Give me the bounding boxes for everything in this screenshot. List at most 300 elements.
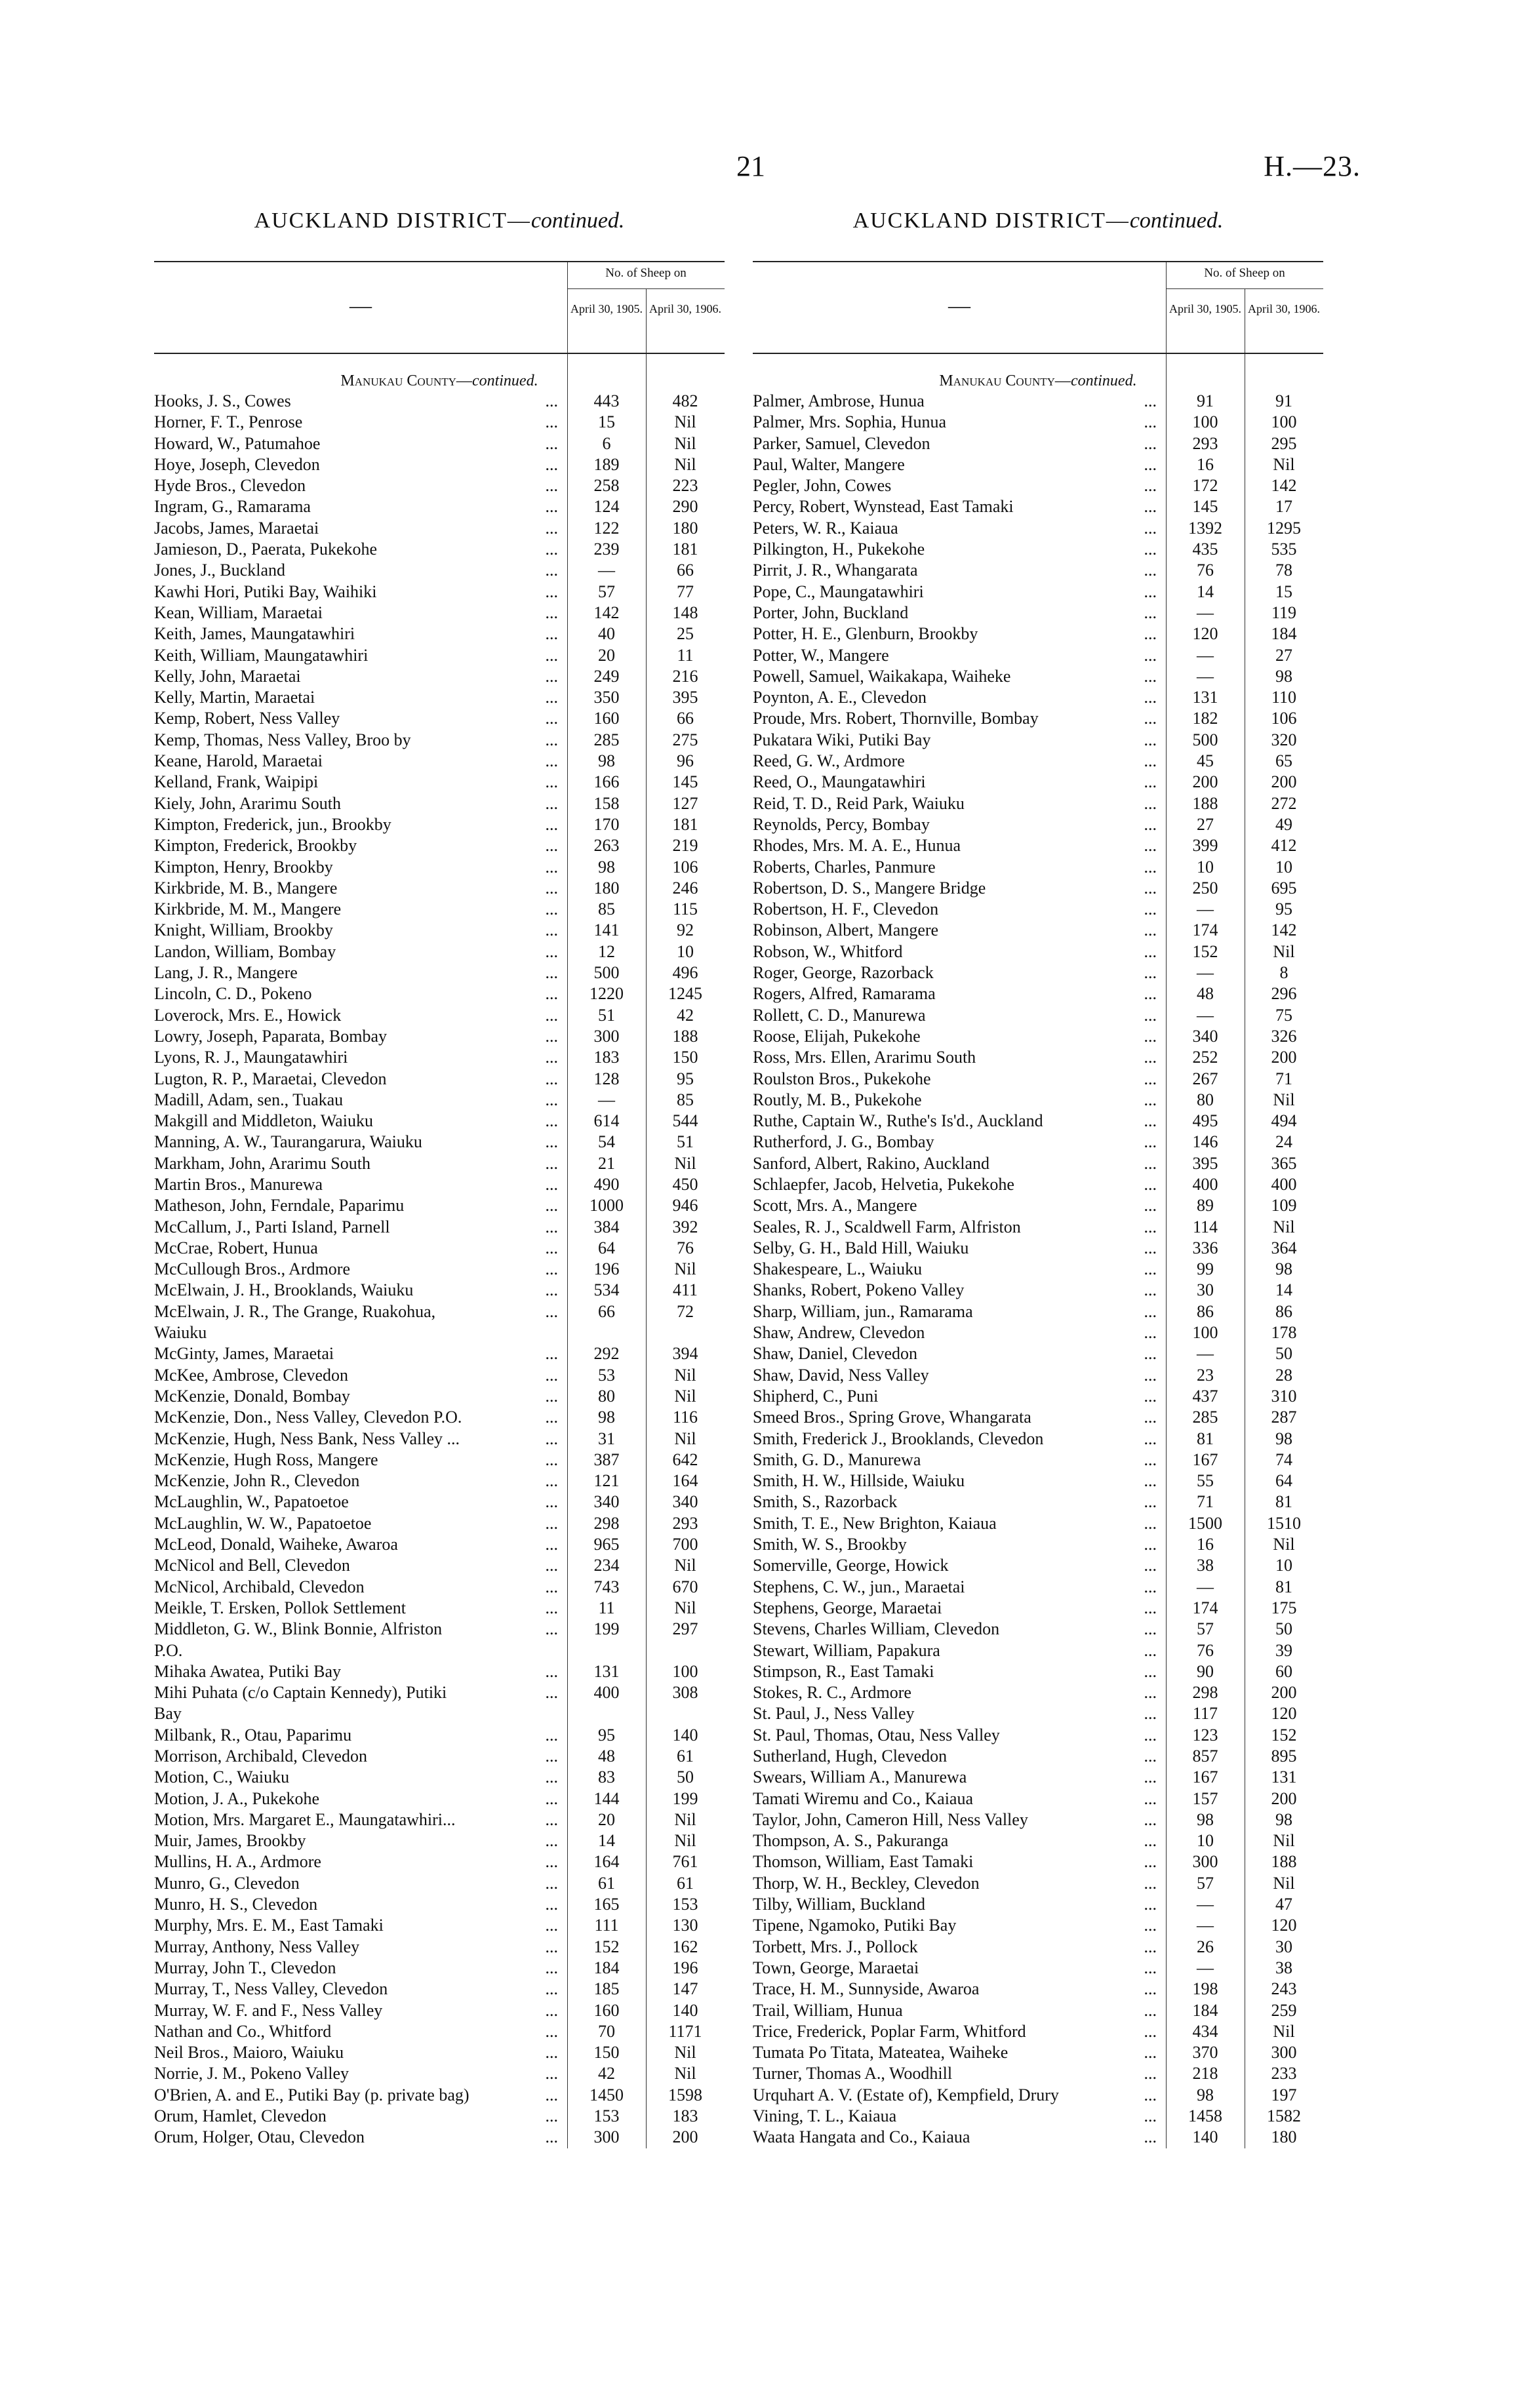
sheep-1906: 50 <box>1275 1619 1292 1639</box>
table-row <box>753 2063 1323 2084</box>
sheep-1906: 544 <box>672 1111 698 1131</box>
sheep-1905: 443 <box>593 391 620 410</box>
sheep-1906: 77 <box>677 582 694 601</box>
sheep-1905: 54 <box>598 1132 615 1152</box>
sheep-1906: 11 <box>677 645 694 665</box>
sheep-1905: 57 <box>1197 1873 1214 1893</box>
sheep-1906: 110 <box>1271 688 1297 707</box>
sheep-1905: 249 <box>593 666 620 686</box>
owner-name: McLeod, Donald, Waiheke, Awaroa ... <box>154 1535 558 1554</box>
sheep-1905: — <box>1197 602 1214 622</box>
sheep-1906: 98 <box>1275 1259 1292 1279</box>
table-row <box>753 687 1323 708</box>
table-row <box>154 1090 725 1111</box>
table-row <box>753 454 1323 475</box>
sheep-1905: 14 <box>598 1831 615 1851</box>
sheep-1906: 199 <box>672 1788 698 1808</box>
sheep-1905: 182 <box>1192 709 1218 728</box>
sheep-1905: 95 <box>598 1725 615 1745</box>
sheep-1905 <box>567 1703 646 1724</box>
table-row <box>154 1513 725 1534</box>
table-row <box>154 2042 725 2063</box>
table-row <box>753 623 1323 644</box>
sheep-1905: 38 <box>1197 1556 1214 1575</box>
sheep-1905: 500 <box>1192 730 1218 749</box>
owner-name: Murray, W. F. and F., Ness Valley ... <box>154 2000 558 2020</box>
table-row <box>753 1195 1323 1216</box>
sheep-1905: 85 <box>598 899 615 919</box>
table-row <box>154 1153 725 1174</box>
sheep-1905: 100 <box>1192 1323 1218 1343</box>
sheep-1905: 76 <box>1197 1640 1214 1660</box>
sheep-1906: 272 <box>1271 793 1297 813</box>
table-row <box>753 518 1323 539</box>
owner-name: Selby, G. H., Bald Hill, Waiuku ... <box>753 1238 1157 1257</box>
sheep-1906: 411 <box>672 1280 698 1300</box>
sheep-1906: 150 <box>672 1048 698 1067</box>
sheep-1906: Nil <box>1273 1873 1295 1893</box>
owner-name: Mihi Puhata (c/o Captain Kennedy), Putiki ... <box>154 1683 558 1703</box>
table-row <box>753 1958 1323 1979</box>
sheep-1906: 200 <box>1271 1048 1297 1067</box>
table-row <box>154 899 725 920</box>
sheep-1905: 15 <box>598 412 615 432</box>
sheep-1906: 895 <box>1271 1747 1297 1766</box>
sheep-1906: 290 <box>672 497 698 517</box>
table-row <box>753 2021 1323 2042</box>
sheep-1905: 184 <box>593 1958 620 1977</box>
sheep-1905: 6 <box>602 433 611 453</box>
table-row <box>154 1470 725 1491</box>
sheep-1905: 1500 <box>1188 1513 1222 1533</box>
table-row <box>154 1365 725 1386</box>
date-1906-header: April 30, 1906. <box>1248 302 1320 315</box>
table-row <box>753 1153 1323 1174</box>
owner-name: Knight, William, Brookby ... <box>154 920 558 940</box>
sheep-1906: Nil <box>674 1365 696 1385</box>
owner-name: Milbank, R., Otau, Paparimu ... <box>154 1725 558 1745</box>
right-column <box>753 208 1323 2148</box>
table-row <box>753 1217 1323 1238</box>
owner-name: Shakespeare, L., Waiuku ... <box>753 1259 1157 1279</box>
sheep-1905: 300 <box>593 2127 620 2147</box>
sheep-1906: 27 <box>1275 645 1292 665</box>
sheep-1905: — <box>1197 1916 1214 1935</box>
sheep-1906: 180 <box>1271 2127 1297 2147</box>
sheep-1905: 160 <box>593 2000 620 2020</box>
sheep-1905: 51 <box>598 1005 615 1025</box>
table-row <box>753 666 1323 687</box>
sheep-1905: 123 <box>1192 1725 1218 1745</box>
table-row <box>753 878 1323 899</box>
sheep-1905: 98 <box>598 1408 615 1427</box>
sheep-1905: — <box>1197 1005 1214 1025</box>
owner-name: Reed, O., Maungatawhiri ... <box>753 772 1157 792</box>
table-row <box>154 1830 725 1851</box>
sheep-1906: 196 <box>672 1958 698 1977</box>
owner-name: Thompson, A. S., Pakuranga ... <box>753 1831 1157 1851</box>
sheep-1906: Nil <box>674 1556 696 1575</box>
table-row <box>154 602 725 623</box>
sheep-1906: 91 <box>1275 391 1292 410</box>
sheep-1905: 145 <box>1192 497 1218 517</box>
table-row <box>753 1534 1323 1555</box>
owner-name: Roulston Bros., Pukekohe ... <box>753 1069 1157 1088</box>
owner-name: Keane, Harold, Maraetai ... <box>154 751 558 771</box>
sheep-1906 <box>646 1703 725 1724</box>
sheep-1906: 180 <box>672 518 698 538</box>
table-row <box>753 1513 1323 1534</box>
sheep-1906: 400 <box>1271 1174 1297 1194</box>
table-row <box>753 772 1323 793</box>
owner-name: Norrie, J. M., Pokeno Valley ... <box>154 2064 558 2083</box>
sheep-1906: 10 <box>1275 1556 1292 1575</box>
table-row <box>154 539 725 560</box>
sheep-1906: 162 <box>672 1937 698 1956</box>
owner-name: Stewart, William, Papakura ... <box>753 1640 1157 1660</box>
table-row <box>154 1026 725 1047</box>
sheep-1905: 150 <box>593 2043 620 2063</box>
sheep-1906: 1295 <box>1267 518 1301 538</box>
sheep-1905: 53 <box>598 1365 615 1385</box>
owner-name: Orum, Holger, Otau, Clevedon ... <box>154 2127 558 2147</box>
sheep-1906: 275 <box>672 730 698 749</box>
sheep-1905: 142 <box>593 602 620 622</box>
sheep-1906: 164 <box>672 1471 698 1491</box>
sheep-1905: 158 <box>593 793 620 813</box>
sheep-1905: 121 <box>593 1471 620 1491</box>
sheep-1905: 170 <box>593 814 620 834</box>
owner-name: Pope, C., Maungatawhiri ... <box>753 582 1157 601</box>
table-row <box>753 1746 1323 1767</box>
sheep-1906: 30 <box>1275 1937 1292 1956</box>
sheep-1906: 642 <box>672 1450 698 1469</box>
sheep-1906: 50 <box>677 1767 694 1787</box>
table-row <box>154 751 725 772</box>
sheep-1905: 30 <box>1197 1280 1214 1300</box>
sheep-1905: 395 <box>1192 1153 1218 1173</box>
sheep-1905: 1000 <box>589 1196 624 1215</box>
table-row <box>154 1979 725 2000</box>
sheep-1906: Nil <box>1273 1535 1295 1554</box>
owner-name: Manning, A. W., Taurangarura, Waiuku ... <box>154 1132 558 1152</box>
table-row <box>753 1619 1323 1640</box>
sheep-1905: — <box>1197 666 1214 686</box>
sheep-1906: 130 <box>672 1916 698 1935</box>
owner-name: McKenzie, Donald, Bombay ... <box>154 1386 558 1406</box>
sheep-1905: 293 <box>1192 433 1218 453</box>
owner-name: Sharp, William, jun., Ramarama ... <box>753 1301 1157 1321</box>
table-row <box>154 496 725 517</box>
sheep-1906: 200 <box>1271 772 1297 792</box>
table-row <box>753 433 1323 454</box>
sheep-1906: 78 <box>1275 561 1292 580</box>
sheep-1906: 364 <box>1271 1238 1297 1257</box>
sheep-1905: 183 <box>593 1048 620 1067</box>
table-row <box>154 1937 725 1958</box>
sheep-1905: 27 <box>1197 814 1214 834</box>
sheep-1906: Nil <box>674 1429 696 1448</box>
sheep-1905: 336 <box>1192 1238 1218 1257</box>
sheep-1906: 106 <box>672 857 698 877</box>
owner-name: Hoye, Joseph, Clevedon ... <box>154 454 558 474</box>
owner-name: Mullins, H. A., Ardmore ... <box>154 1852 558 1872</box>
owner-name: Stokes, R. C., Ardmore ... <box>753 1683 1157 1703</box>
table-row <box>154 1788 725 1809</box>
table-row <box>753 1069 1323 1090</box>
report-reference: H.—23. <box>1264 150 1361 182</box>
sheep-1905: 111 <box>594 1916 619 1935</box>
owner-name: Taylor, John, Cameron Hill, Ness Valley ... <box>753 1809 1157 1829</box>
owner-name: McCallum, J., Parti Island, Parnell ... <box>154 1217 558 1236</box>
sheep-1905: 16 <box>1197 454 1214 474</box>
table-row <box>154 1450 725 1470</box>
owner-name: Kirkbride, M. M., Mangere ... <box>154 899 558 919</box>
sheep-1906: 86 <box>1275 1301 1292 1321</box>
table-row <box>154 1725 725 1746</box>
sheep-1906: 76 <box>677 1238 694 1257</box>
date-1905-header: April 30, 1905. <box>1169 302 1241 315</box>
sheep-1906: 535 <box>1271 540 1297 559</box>
owner-name: Murphy, Mrs. E. M., East Tamaki ... <box>154 1916 558 1935</box>
sheep-1905: 350 <box>593 688 620 707</box>
sheep-1905: 500 <box>593 963 620 983</box>
sheep-1905: 490 <box>593 1174 620 1194</box>
sheep-1906: 95 <box>1275 899 1292 919</box>
owner-name: Vining, T. L., Kaiaua ... <box>753 2106 1157 2126</box>
sheep-1906: 47 <box>1275 1895 1292 1914</box>
table-row <box>753 708 1323 729</box>
owner-name: Ingram, G., Ramarama ... <box>154 497 558 517</box>
table-row <box>154 1598 725 1619</box>
owner-name: Smith, W. S., Brookby ... <box>753 1535 1157 1554</box>
sheep-1905: 48 <box>1197 984 1214 1004</box>
sheep-1905: 98 <box>598 857 615 877</box>
owner-name: Shipherd, C., Puni ... <box>753 1386 1157 1406</box>
sheep-1905: 174 <box>1192 1598 1218 1617</box>
sheep-1906: 152 <box>1271 1725 1297 1745</box>
district-title-main: AUCKLAND DISTRICT— <box>254 208 531 233</box>
sheep-1906: 8 <box>1279 963 1288 983</box>
owner-name: Munro, G., Clevedon ... <box>154 1873 558 1893</box>
sheep-1905: 166 <box>593 772 620 792</box>
sheep-1906: 14 <box>1275 1280 1292 1300</box>
sheep-1905: 89 <box>1197 1196 1214 1215</box>
table-row <box>154 2127 725 2148</box>
table-row <box>753 1767 1323 1788</box>
sheep-1905: 399 <box>1192 836 1218 856</box>
sheep-1905: 100 <box>1192 412 1218 432</box>
table-row <box>154 1555 725 1576</box>
sheep-1906 <box>646 1640 725 1661</box>
sheep-1906: 394 <box>672 1344 698 1364</box>
sheep-1905: 66 <box>598 1301 615 1321</box>
sheep-1905: 42 <box>598 2064 615 2083</box>
owner-name: Markham, John, Ararimu South ... <box>154 1153 558 1173</box>
table-row <box>154 1322 725 1343</box>
owner-name: Neil Bros., Maioro, Waiuku ... <box>154 2043 558 2063</box>
owner-name: Middleton, G. W., Blink Bonnie, Alfriston ... <box>154 1619 558 1639</box>
district-title <box>154 208 725 241</box>
sheep-1906: 98 <box>1275 1809 1292 1829</box>
sheep-1905: — <box>1197 645 1214 665</box>
sheep-1906: Nil <box>674 433 696 453</box>
sheep-1905: 157 <box>1192 1788 1218 1808</box>
table-row <box>154 2085 725 2106</box>
table-row <box>753 1386 1323 1407</box>
sheep-1906: 38 <box>1275 1958 1292 1977</box>
sheep-1906: Nil <box>674 1598 696 1617</box>
table-row <box>753 962 1323 983</box>
sheep-1905: — <box>1197 1958 1214 1977</box>
sheep-1905: 152 <box>1192 941 1218 961</box>
table-row <box>154 582 725 602</box>
table-row <box>154 412 725 433</box>
sheep-1906: 326 <box>1271 1026 1297 1046</box>
table-row <box>753 1788 1323 1809</box>
table-row <box>753 2106 1323 2127</box>
owner-name: Smith, S., Razorback ... <box>753 1492 1157 1512</box>
table-row <box>154 1280 725 1301</box>
sheep-1906: 178 <box>1271 1323 1297 1343</box>
owner-name: Murray, T., Ness Valley, Clevedon ... <box>154 1979 558 1999</box>
sheep-1905: 857 <box>1192 1747 1218 1766</box>
sheep-1906: 49 <box>1275 814 1292 834</box>
table-row <box>753 1809 1323 1830</box>
sheep-1906: 120 <box>1271 1704 1297 1724</box>
row-list <box>753 391 1323 2148</box>
sheep-1906: 85 <box>677 1090 694 1109</box>
table-row <box>753 2085 1323 2106</box>
sheep-1905: 965 <box>593 1535 620 1554</box>
sheep-1905: 400 <box>593 1683 620 1703</box>
sheep-1906: 119 <box>1271 602 1297 622</box>
sheep-1905: 55 <box>1197 1471 1214 1491</box>
table-row <box>154 941 725 962</box>
sheep-1906: 64 <box>1275 1471 1292 1491</box>
sheep-1905: 146 <box>1192 1132 1218 1152</box>
sheep-1906: 392 <box>672 1217 698 1236</box>
table-row <box>753 899 1323 920</box>
sheep-1906: 670 <box>672 1577 698 1596</box>
sheep-1906: 81 <box>1275 1577 1292 1596</box>
table-row <box>753 1491 1323 1512</box>
sheep-1906: 216 <box>672 666 698 686</box>
table-row <box>753 1090 1323 1111</box>
sheep-1906: 96 <box>677 751 694 771</box>
owner-name: P.O. <box>154 1640 567 1661</box>
owner-name: Palmer, Ambrose, Hunua ... <box>753 391 1157 410</box>
sheep-1906: 95 <box>677 1069 694 1088</box>
sheep-1906: 233 <box>1271 2064 1297 2083</box>
owner-name: Motion, Mrs. Margaret E., Maungatawhiri... ... <box>154 1809 558 1829</box>
sheep-1905: 76 <box>1197 561 1214 580</box>
county-heading-continued: continued. <box>1070 372 1137 389</box>
owner-name: Town, George, Maraetai ... <box>753 1958 1157 1977</box>
sheep-1906: 184 <box>1271 624 1297 644</box>
owner-name: Porter, John, Buckland ... <box>753 602 1157 622</box>
owner-name: Smith, T. E., New Brighton, Kaiaua ... <box>753 1513 1157 1533</box>
owner-name: Swears, William A., Manurewa ... <box>753 1767 1157 1787</box>
sheep-1906: 120 <box>1271 1916 1297 1935</box>
owner-name: McLaughlin, W., Papatoetoe ... <box>154 1492 558 1512</box>
owner-name: Howard, W., Patumahoe ... <box>154 433 558 453</box>
sheep-1906: 42 <box>677 1005 694 1025</box>
sheep-1905: 300 <box>593 1026 620 1046</box>
owner-name: Kimpton, Frederick, jun., Brookby ... <box>154 814 558 834</box>
sheep-1906: 287 <box>1271 1408 1297 1427</box>
sheep-1905: 131 <box>1192 688 1218 707</box>
owner-name: O'Brien, A. and E., Putiki Bay (p. private bag) ... <box>154 2085 558 2104</box>
sheep-1906: 200 <box>1271 1683 1297 1703</box>
sheep-1905: 614 <box>593 1111 620 1131</box>
table-row <box>154 1259 725 1280</box>
owner-name: St. Paul, J., Ness Valley ... <box>753 1704 1157 1724</box>
date-1906-header: April 30, 1906. <box>649 302 721 315</box>
sheep-1906: 1582 <box>1267 2106 1301 2126</box>
table-row <box>753 1703 1323 1724</box>
sheep-1905: 1220 <box>589 984 624 1004</box>
owner-name: Lowry, Joseph, Paparata, Bombay ... <box>154 1026 558 1046</box>
owner-name: Kemp, Thomas, Ness Valley, Broo by ... <box>154 730 558 749</box>
owner-name: Jones, J., Buckland ... <box>154 561 558 580</box>
sheep-1906: 92 <box>677 920 694 940</box>
sheep-1905: 196 <box>593 1259 620 1279</box>
table-row <box>753 1005 1323 1026</box>
owner-name: Ross, Mrs. Ellen, Ararimu South ... <box>753 1048 1157 1067</box>
sheep-1905: 71 <box>1197 1492 1214 1512</box>
sheep-1906: 450 <box>672 1174 698 1194</box>
sheep-1906: 75 <box>1275 1005 1292 1025</box>
sheep-1905: 48 <box>598 1747 615 1766</box>
sheep-1906: Nil <box>674 412 696 432</box>
table-header <box>154 261 725 354</box>
table-row <box>753 1259 1323 1280</box>
sheep-1906: 72 <box>677 1301 694 1321</box>
sheep-1906: Nil <box>1273 454 1295 474</box>
sheep-1905: 340 <box>593 1492 620 1512</box>
table-row <box>154 518 725 539</box>
sheep-1906: 243 <box>1271 1979 1297 1999</box>
owner-name: Motion, J. A., Pukekohe ... <box>154 1788 558 1808</box>
owner-name: Pirrit, J. R., Whangarata ... <box>753 561 1157 580</box>
owner-name: Horner, F. T., Penrose ... <box>154 412 558 432</box>
table-row <box>753 1555 1323 1576</box>
sheep-1905: — <box>1197 899 1214 919</box>
owner-name: Shaw, David, Ness Valley ... <box>753 1365 1157 1385</box>
table-row <box>753 1915 1323 1936</box>
owner-name: Orum, Hamlet, Clevedon ... <box>154 2106 558 2126</box>
owner-name: Shanks, Robert, Pokeno Valley ... <box>753 1280 1157 1300</box>
owner-name: Waiuku <box>154 1322 567 1343</box>
sheep-1905: 122 <box>593 518 620 538</box>
sheep-1905: 285 <box>1192 1408 1218 1427</box>
table-row <box>154 560 725 581</box>
table-row <box>753 582 1323 602</box>
table-row <box>753 645 1323 666</box>
owner-name: McCullough Bros., Ardmore ... <box>154 1259 558 1279</box>
owner-name: Robertson, H. F., Clevedon ... <box>753 899 1157 919</box>
owner-name: Rogers, Alfred, Ramarama ... <box>753 984 1157 1004</box>
sheep-1905: 258 <box>593 476 620 496</box>
sheep-1906: 71 <box>1275 1069 1292 1088</box>
sheep-1905: 218 <box>1192 2064 1218 2083</box>
table-row <box>154 772 725 793</box>
sheep-1906: 700 <box>672 1535 698 1554</box>
owner-name: Tumata Po Titata, Mateatea, Waiheke ... <box>753 2043 1157 2063</box>
owner-name: Stimpson, R., East Tamaki ... <box>753 1661 1157 1681</box>
table-row <box>753 1407 1323 1428</box>
